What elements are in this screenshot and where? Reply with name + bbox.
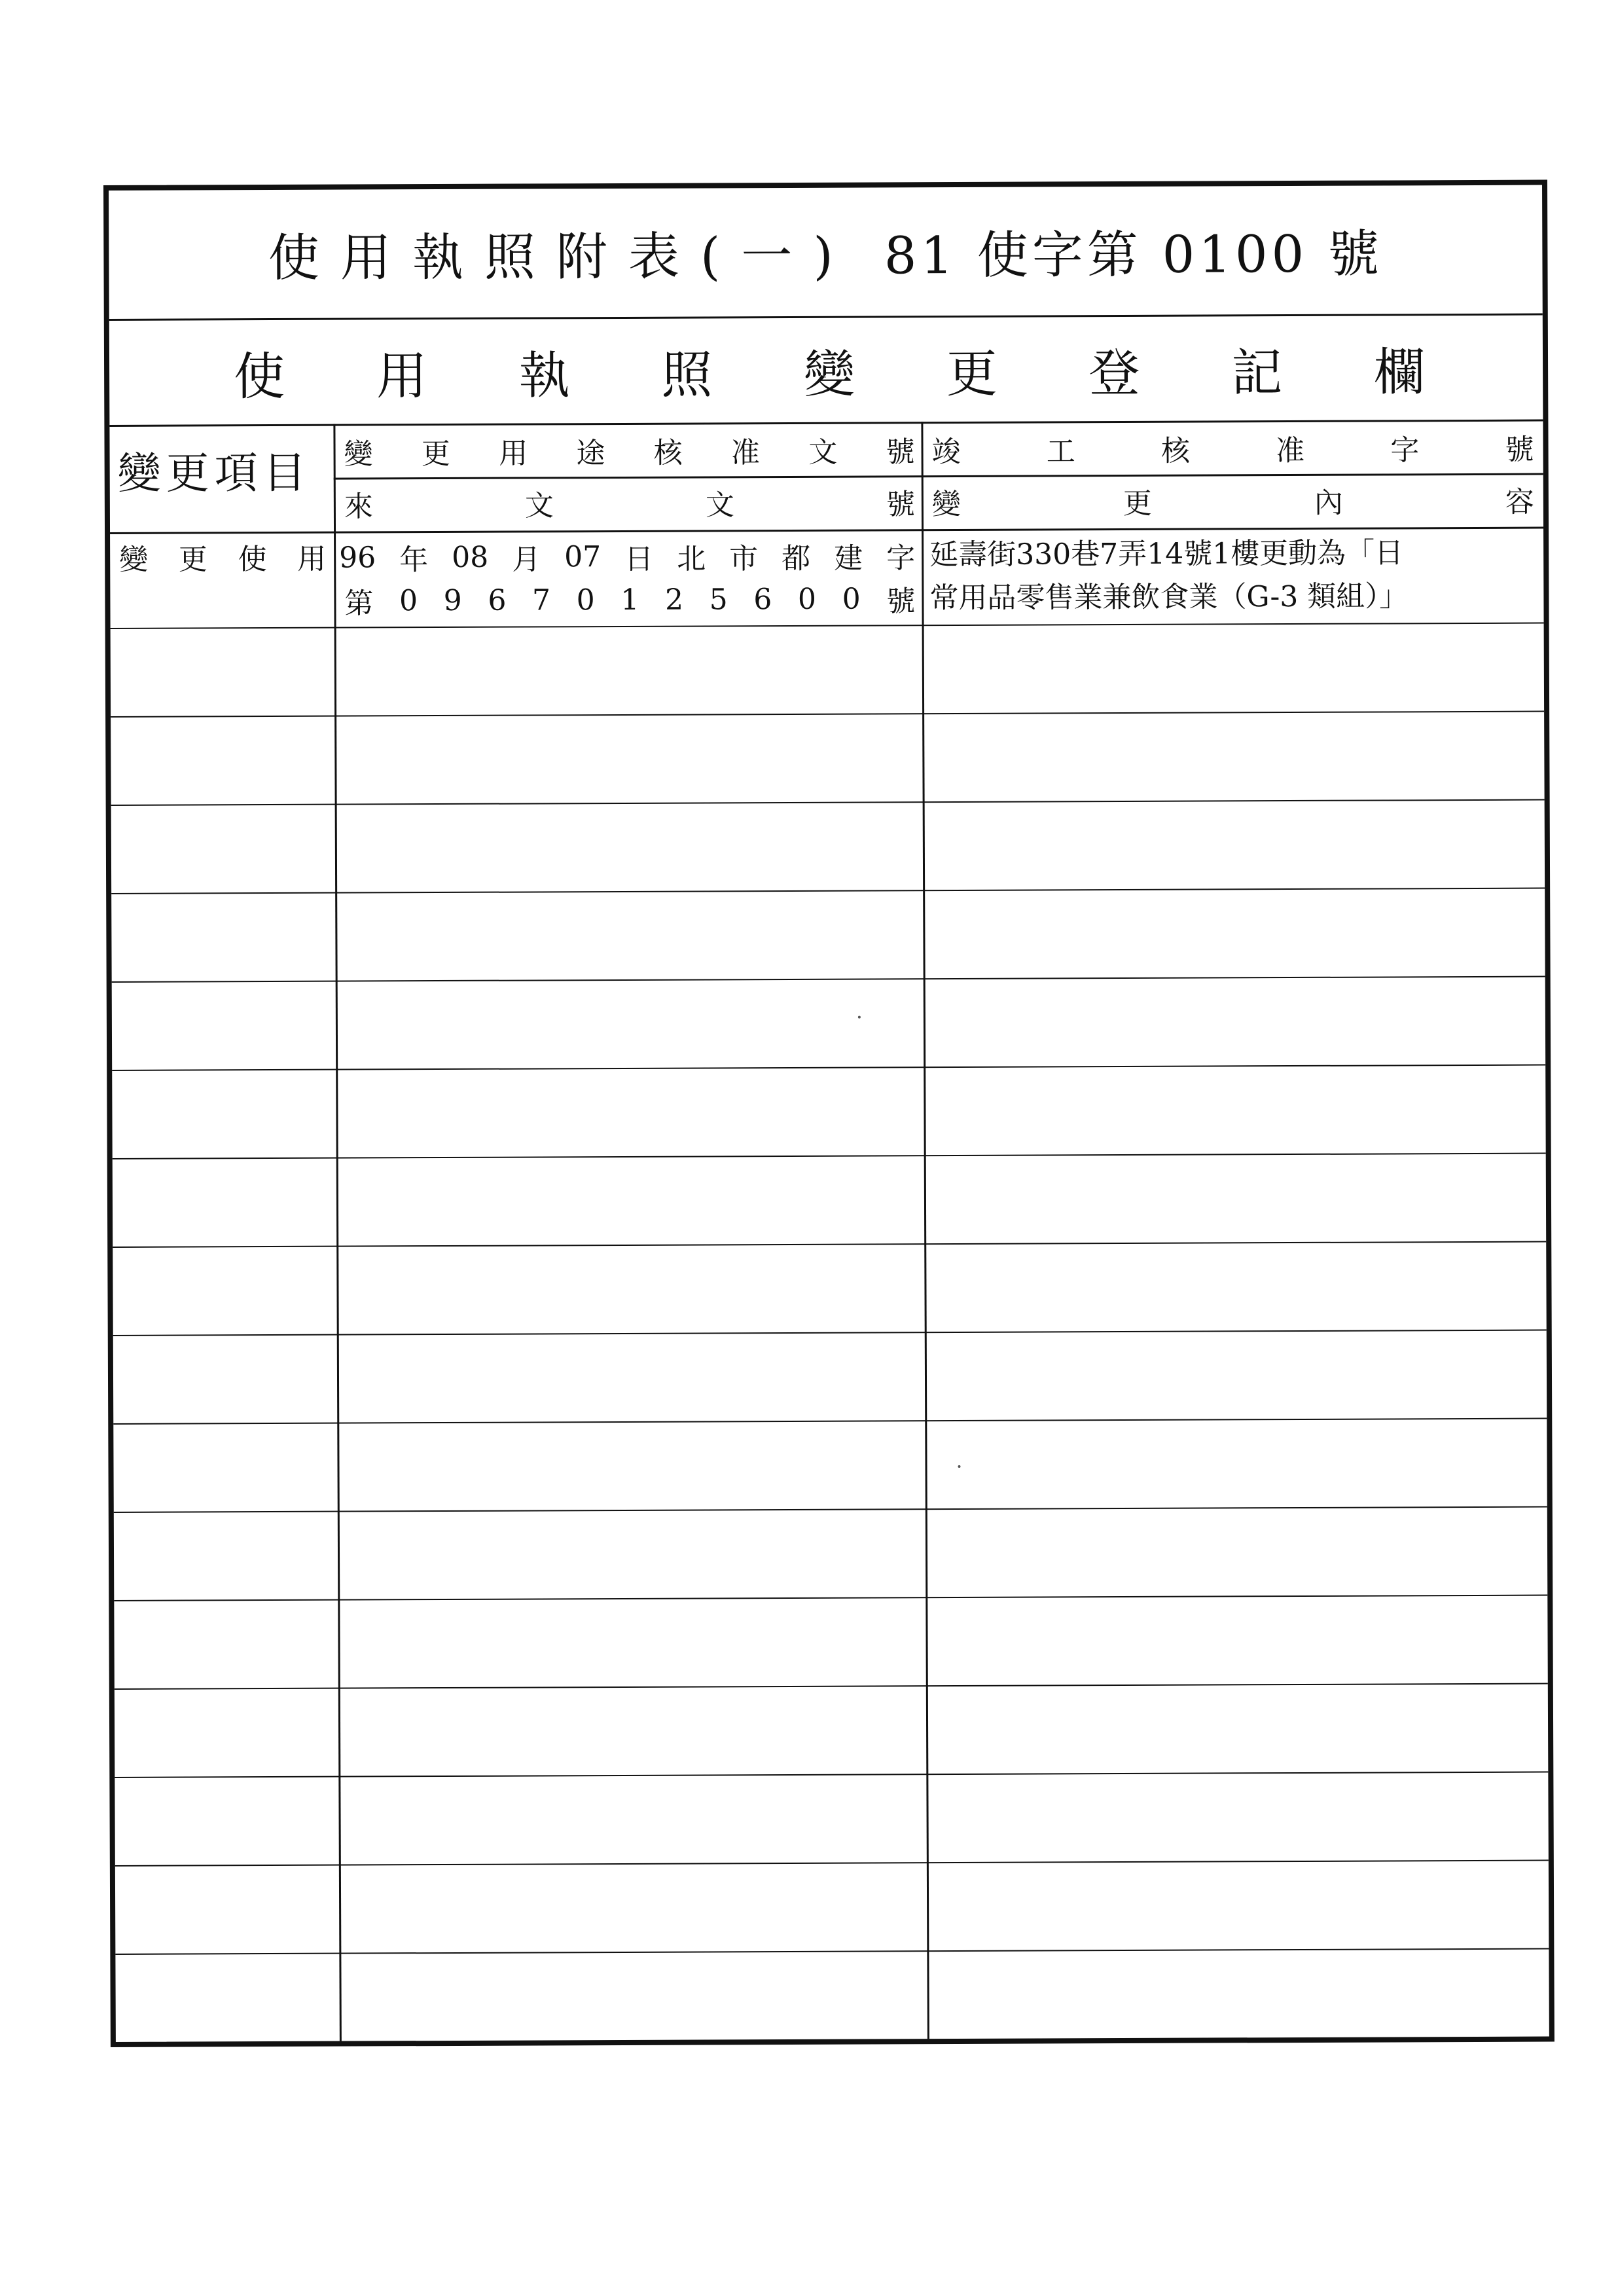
row-divider <box>115 1948 1549 1955</box>
entry-char: 6 <box>753 582 772 616</box>
entry-char: 月 <box>512 543 541 577</box>
subtitle-char: 執 <box>518 346 570 406</box>
entry-char: 0 <box>576 583 595 617</box>
row-divider <box>115 1683 1548 1690</box>
usage-permit-form <box>103 180 1555 2047</box>
entry-char: 號 <box>886 585 916 619</box>
row-divider <box>115 1772 1548 1778</box>
row-divider <box>112 976 1545 983</box>
entry-char: 96 <box>339 540 376 575</box>
entry-char: 都 <box>782 541 811 576</box>
entry-change-content-line1: 延壽街330巷7弄14號1樓更動為「日 <box>929 536 1404 572</box>
entry-doc-number-line2 <box>344 579 915 620</box>
subtitle-char: 欄 <box>1373 343 1426 403</box>
change-item-header: 變更項目 <box>117 447 312 499</box>
row-divider <box>111 799 1545 806</box>
column-divider <box>921 422 929 2039</box>
header-char: 准 <box>1276 433 1305 468</box>
entry-char: 0 <box>399 583 418 617</box>
header-char: 內 <box>1314 486 1343 520</box>
header-char: 用 <box>499 437 528 471</box>
header-char: 來 <box>344 490 373 524</box>
entry-char: 北 <box>677 542 706 576</box>
header-char: 更 <box>421 437 450 471</box>
scan-speck <box>958 1465 961 1468</box>
entry-char: 7 <box>531 583 551 617</box>
header-char: 核 <box>653 436 683 470</box>
entry-char: 2 <box>664 583 684 617</box>
row-divider <box>111 711 1544 718</box>
entry-char: 用 <box>297 542 327 576</box>
row-divider <box>113 1241 1546 1248</box>
subtitle-char: 記 <box>1231 344 1283 403</box>
header-char: 文 <box>705 488 734 522</box>
incoming-doc-number-header <box>344 483 915 522</box>
row-divider <box>114 1506 1547 1513</box>
row-divider <box>113 1418 1547 1425</box>
subtitle-char: 更 <box>946 344 998 405</box>
row-divider <box>113 1153 1546 1159</box>
scan-speck <box>858 1016 861 1019</box>
entry-char: 1 <box>620 583 639 617</box>
subtitle-char: 使 <box>233 347 285 407</box>
entry-char: 第 <box>344 587 374 621</box>
header-char: 竣 <box>931 435 961 469</box>
entry-char: 市 <box>729 542 759 576</box>
entry-char: 更 <box>178 543 207 577</box>
header-char: 號 <box>886 488 915 522</box>
entry-char: 0 <box>842 582 861 616</box>
column-divider <box>333 424 341 2041</box>
entry-char: 建 <box>834 541 863 575</box>
entry-doc-number-line1 <box>339 536 915 577</box>
header-char: 核 <box>1160 434 1191 468</box>
row-divider <box>113 1330 1547 1336</box>
entry-char: 07 <box>564 539 602 574</box>
header-char: 更 <box>1123 486 1152 521</box>
entry-char: 0 <box>797 582 817 616</box>
header-char: 字 <box>1390 433 1420 467</box>
header-char: 變 <box>344 437 373 471</box>
row-divider <box>111 623 1544 629</box>
approval-doc-number-header <box>344 431 914 469</box>
form-title <box>109 185 1543 319</box>
header-char: 途 <box>576 437 605 471</box>
subtitle-char: 照 <box>661 346 713 405</box>
divider <box>334 473 1543 480</box>
header-char: 變 <box>931 487 961 522</box>
header-char: 文 <box>808 435 838 469</box>
entry-char: 5 <box>709 582 728 616</box>
change-content-header <box>932 481 1534 520</box>
entry-char: 年 <box>399 543 429 577</box>
header-char: 准 <box>730 436 761 470</box>
subtitle-char: 變 <box>803 345 855 405</box>
header-char: 號 <box>886 435 915 469</box>
row-divider <box>112 1065 1545 1071</box>
entry-change-content-line2: 常用品零售業兼飲食業（G-3 類組）」 <box>929 579 1409 615</box>
entry-char: 6 <box>488 583 507 617</box>
entry-change-item <box>119 538 326 575</box>
form-subtitle <box>109 316 1543 426</box>
entry-char: 08 <box>452 540 489 574</box>
subtitle-char: 登 <box>1088 344 1140 404</box>
row-divider <box>115 1860 1549 1867</box>
subtitle-char: 用 <box>376 347 428 407</box>
header-char: 工 <box>1046 435 1075 469</box>
row-divider <box>114 1595 1547 1601</box>
header-char: 號 <box>1505 433 1534 467</box>
entry-char: 日 <box>624 542 654 576</box>
row-divider <box>111 888 1545 894</box>
header-char: 容 <box>1505 485 1534 519</box>
form-title-main: 使用執照附表(一) <box>268 227 854 289</box>
completion-approval-number-header <box>931 429 1534 468</box>
header-char: 文 <box>524 489 554 523</box>
entry-char: 9 <box>443 583 462 617</box>
permit-number: 81 使字第 0100 號 <box>884 225 1384 286</box>
entry-char: 變 <box>119 543 149 577</box>
entry-char: 使 <box>238 543 267 577</box>
entry-char: 字 <box>886 541 916 575</box>
